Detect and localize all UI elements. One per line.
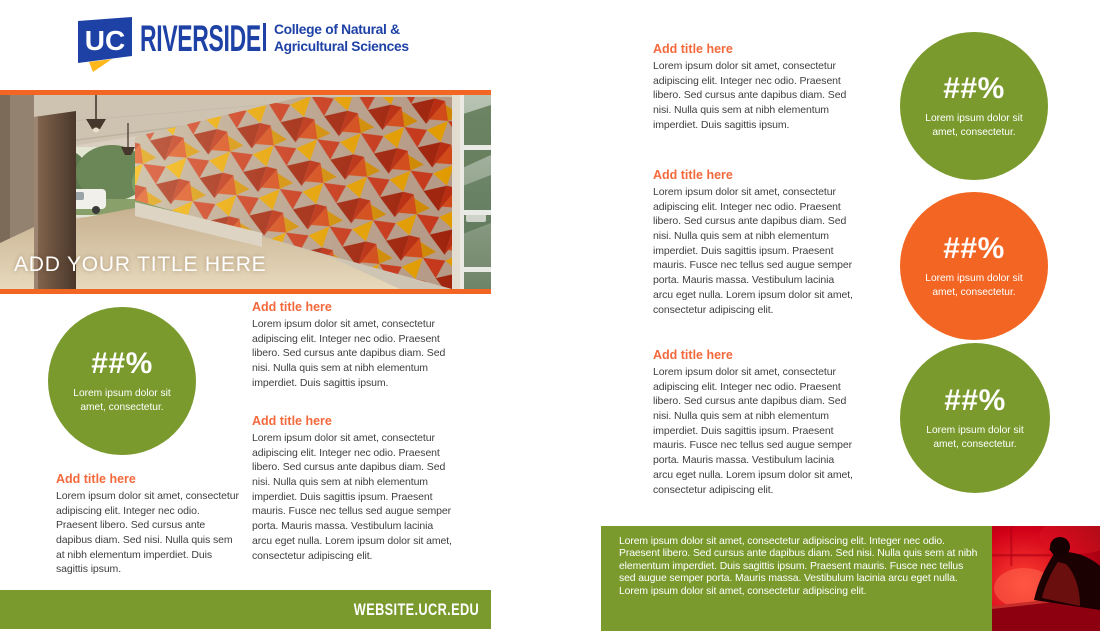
article-body: Lorem ipsum dolor sit amet, consectetur adipiscing elit. Integer nec odio. Praesent libero. Sed cursus ante dapibus diam. Sed nisi. Nulla quis sem at nibh elementum imperdiet. Duis sagittis ipsum.	[653, 60, 847, 131]
ucr-logo	[76, 16, 409, 72]
college-name	[274, 22, 409, 56]
article-body: Lorem ipsum dolor sit amet, consectetur adipiscing elit. Integer nec odio. Praesent libero. Sed cursus ante dapibus diam. Sed nisi. Nulla quis sem at nibh elementum imperdiet. Duis sagittis ipsum. Praesent mauris. Fusce nec tellus sed augue semper porta. Mauris massa. Vestibulum lacinia arcu eget nulla. Lorem ipsum dolor sit amet, consectetur adipiscing elit.	[653, 366, 853, 496]
stat-circle-right-2	[900, 192, 1048, 340]
scientist-photo-illustration	[992, 526, 1100, 631]
article-left-mid-2	[252, 414, 452, 563]
article-body: Lorem ipsum dolor sit amet, consectetur adipiscing elit. Integer nec odio. Praesent libero. Sed cursus ante dapibus diam. Sed nisi. Nulla quis sem at nibh elementum imperdiet. Duis sagittis ipsum.	[56, 490, 239, 576]
article-right-2	[653, 168, 853, 317]
article-left-bottom	[56, 472, 242, 577]
stat-value: ##%	[943, 72, 1005, 106]
stat-caption: Lorem ipsum dolor sit amet, consectetur.	[925, 273, 1023, 298]
footer-paragraph: Lorem ipsum dolor sit amet, consectetur adipiscing elit. Integer nec odio. Praesent libero. Sed cursus ante dapibus diam. Sed nisi. Nulla quis sem at nibh elementum imperdiet. Duis sagittis ipsum. Praesent mauris. Fusce nec tellus sed augue semper porta. Mauris massa. Vestibulum lacinia arcu eget nulla. Lorem ipsum dolor sit amet, consectetur adipiscing elit.	[619, 536, 978, 597]
article-right-1	[653, 42, 853, 132]
stat-caption: Lorem ipsum dolor sit amet, consectetur.	[73, 388, 171, 413]
stat-value: ##%	[91, 347, 153, 381]
article-heading: Add title here	[252, 414, 332, 428]
article-heading: Add title here	[653, 42, 733, 56]
article-heading: Add title here	[653, 348, 733, 362]
stat-value: ##%	[944, 384, 1006, 418]
riverside-wordmark: RIVERSIDE	[140, 18, 261, 59]
website-link[interactable]: WEBSITE.UCR.EDU	[353, 599, 479, 619]
left-footer-bar	[0, 590, 491, 629]
article-body: Lorem ipsum dolor sit amet, consectetur adipiscing elit. Integer nec odio. Praesent libero. Sed cursus ante dapibus diam. Sed nisi. Nulla quis sem at nibh elementum imperdiet. Duis sagittis ipsum.	[252, 318, 446, 389]
stat-caption: Lorem ipsum dolor sit amet, consectetur.	[925, 113, 1023, 138]
article-heading: Add title here	[252, 300, 332, 314]
hero-title: ADD YOUR TITLE HERE	[14, 253, 267, 276]
stat-caption: Lorem ipsum dolor sit amet, consectetur.	[926, 425, 1024, 450]
article-body: Lorem ipsum dolor sit amet, consectetur adipiscing elit. Integer nec odio. Praesent libero. Sed cursus ante dapibus diam. Sed nisi. Nulla quis sem at nibh elementum imperdiet. Duis sagittis ipsum. Praesent mauris. Fusce nec tellus sed augue semper porta. Mauris massa. Vestibulum lacinia arcu eget nulla. Lorem ipsum dolor sit amet, consectetur adipiscing elit.	[653, 186, 853, 316]
article-heading: Add title here	[56, 472, 136, 486]
uc-monogram-text: UC	[84, 25, 126, 56]
article-body: Lorem ipsum dolor sit amet, consectetur adipiscing elit. Integer nec odio. Praesent libero. Sed cursus ante dapibus diam. Sed nisi. Nulla quis sem at nibh elementum imperdiet. Duis sagittis ipsum. Praesent mauris. Fusce nec tellus sed augue semper porta. Mauris massa. Vestibulum lacinia arcu eget nulla. Lorem ipsum dolor sit amet, consectetur adipiscing elit.	[252, 432, 452, 562]
article-right-3	[653, 348, 853, 497]
uc-monogram-icon	[76, 16, 134, 72]
stat-value: ##%	[943, 232, 1005, 266]
article-left-mid-1	[252, 300, 452, 390]
article-heading: Add title here	[653, 168, 733, 182]
college-name-line1: College of Natural &	[273, 22, 400, 37]
stat-circle-left	[48, 307, 196, 455]
stat-circle-right-3	[900, 343, 1050, 493]
scientist-photo	[992, 526, 1100, 631]
right-footer-box	[601, 526, 1100, 631]
logo-divider	[263, 23, 266, 51]
stat-circle-right-1	[900, 32, 1048, 180]
hero-banner	[0, 90, 491, 294]
college-name-line2: Agricultural Sciences	[273, 38, 409, 54]
